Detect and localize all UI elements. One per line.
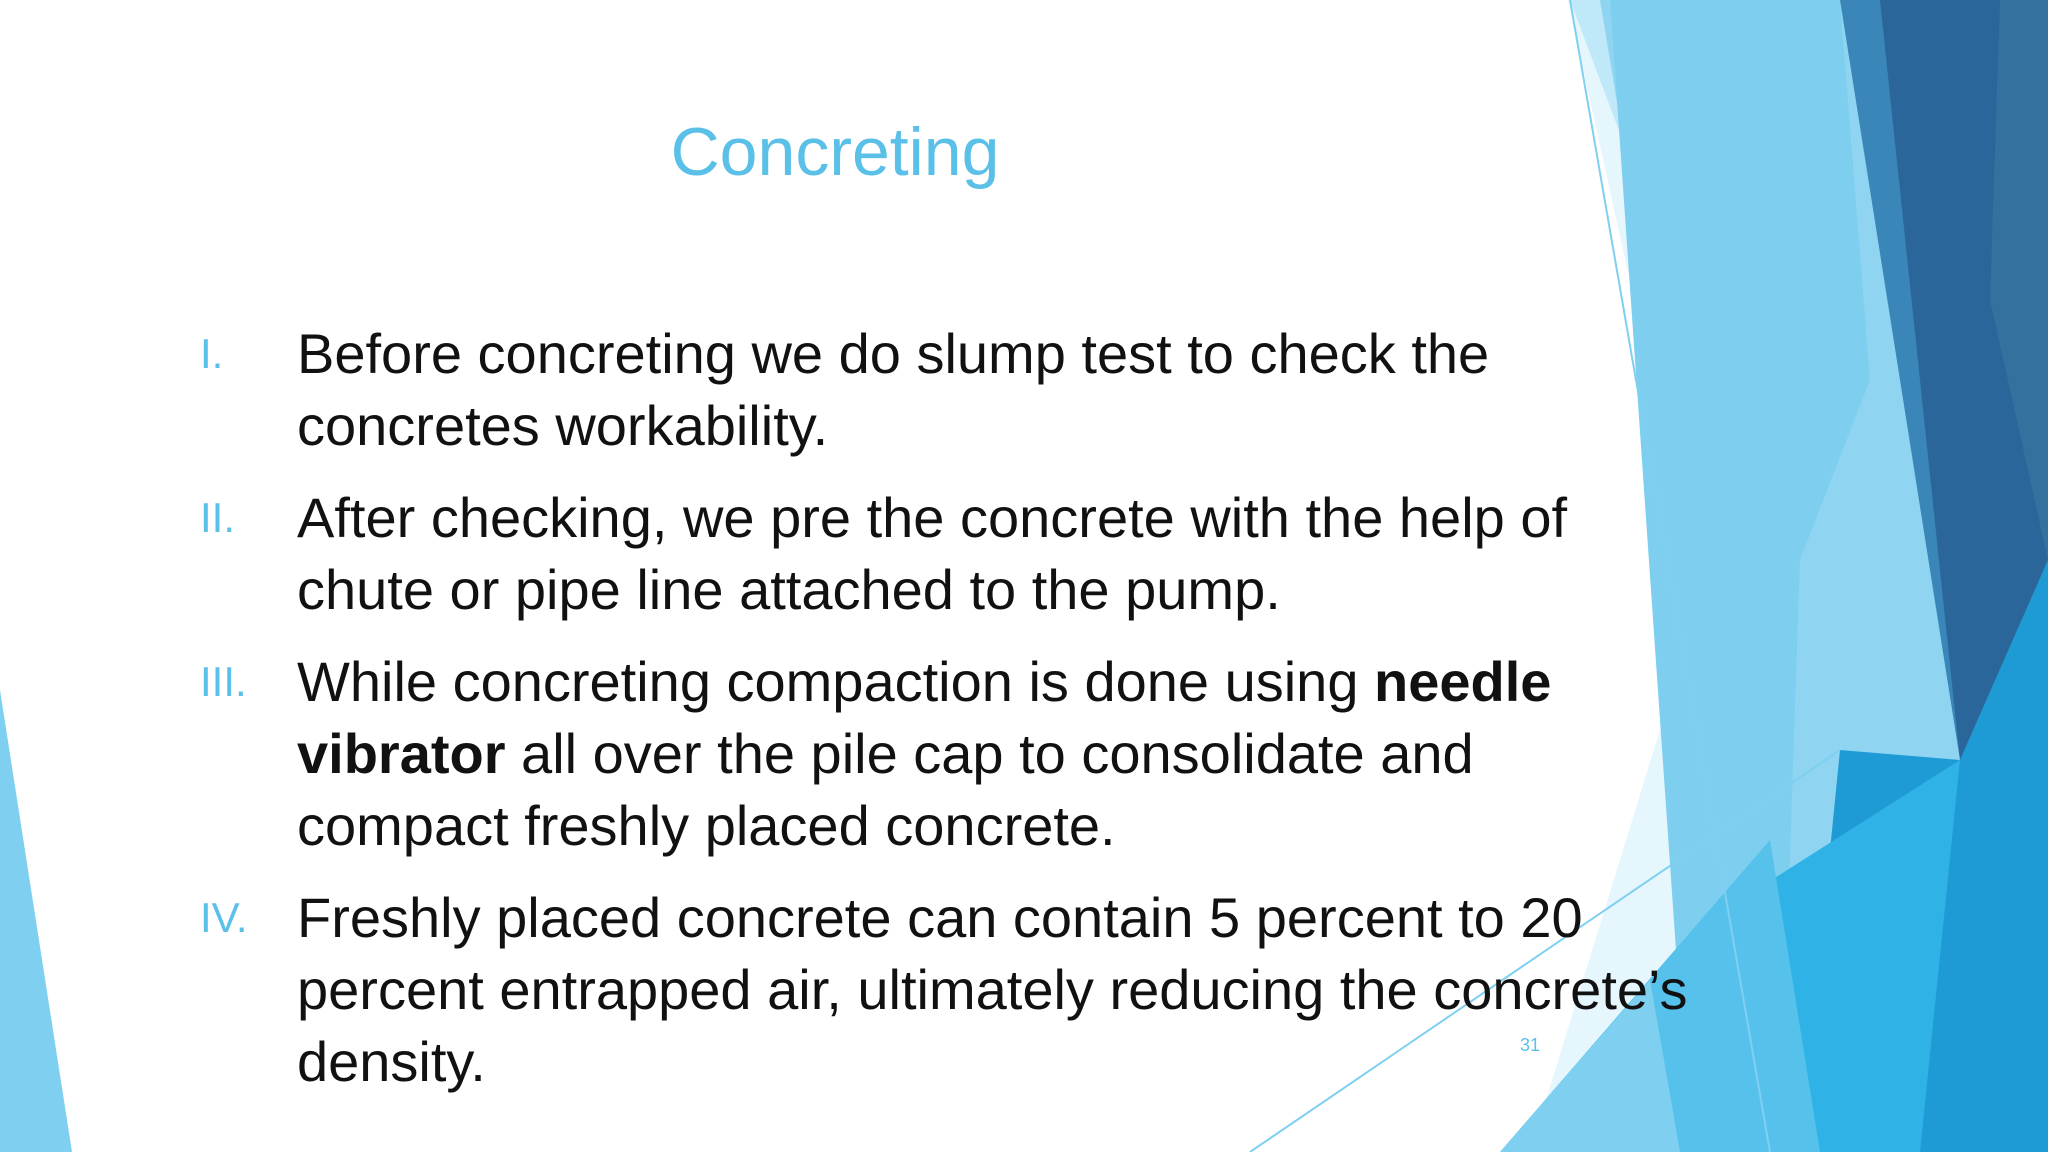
list-item [196,882,1696,1098]
list-item [196,646,1696,862]
slide-title: Concreting [670,114,1000,190]
list-item [196,318,1696,462]
left-accent-shape [0,690,72,1152]
list-marker: II. [200,494,236,541]
list-item-text: Before concreting we do slump test to check the concretes workability. [297,322,1490,457]
list-item-text: After checking, we pre the concrete with the help of chute or pipe line attached to the pump. [297,486,1568,621]
bullet-list [196,318,1696,1118]
list-item-bold-term: needle vibrator [297,650,1552,785]
list-item [196,482,1696,626]
list-marker: III. [200,658,247,705]
list-item-text-before: While concreting compaction is done using [297,650,1375,713]
list-item-text: Freshly placed concrete can contain 5 percent to 20 percent entrapped air, ultimately reducing the concrete’s density. [297,886,1688,1093]
page-number: 31 [1520,1035,1541,1055]
list-item-text-after: all over the pile cap to consolidate and compact freshly placed concrete. [297,722,1474,857]
list-marker: IV. [200,894,248,941]
list-marker: I. [200,330,224,377]
